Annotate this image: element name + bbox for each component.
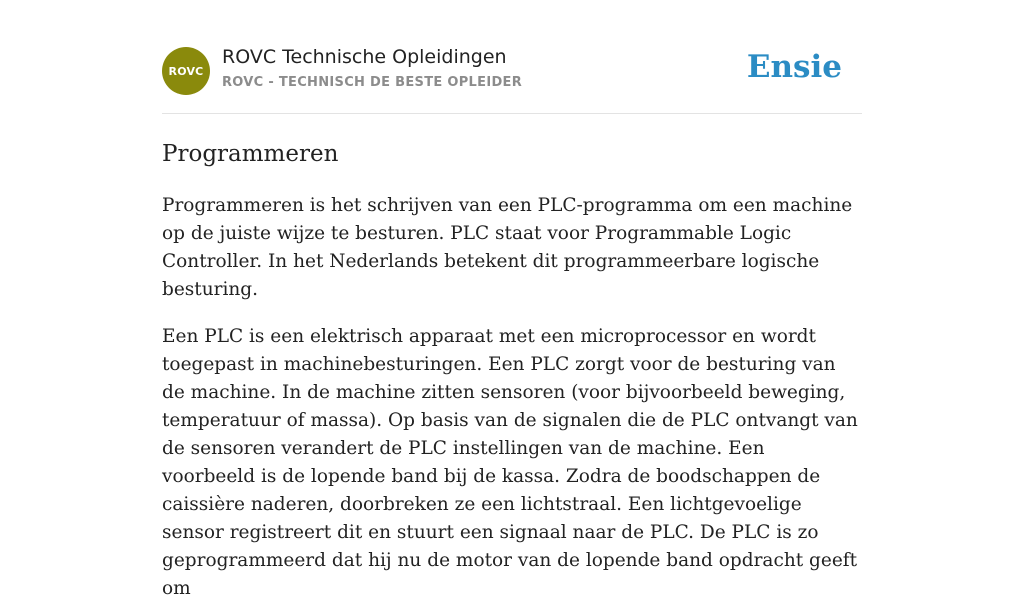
header: [162, 0, 862, 114]
paragraph: Programmeren is het schrijven van een PLC-programma om een machine op de juiste wijze te besturen. PLC staat voor Programmable Logic Controller. In het Nederlands betekent dit programmeerbare logische besturing.: [162, 195, 853, 300]
avatar-logo-text: ROVC: [168, 64, 204, 78]
article-body: [162, 192, 862, 603]
avatar[interactable]: [162, 47, 210, 95]
page-title: Programmeren: [162, 141, 339, 167]
paragraph: Een PLC is een elektrisch apparaat met een microprocessor en wordt toegepast in machinebesturingen. Een PLC zorgt voor de besturing van de machine. In de machine zitten sensoren (voor bijvoorbeeld beweging, temperatuur of massa). Op basis van de signalen die de PLC ontvangt van de sensoren verandert de PLC instellingen van de machine. Een voorbeeld is de lopende band bij de kassa. Zodra de boodschappen de caissière naderen, doorbreken ze een lichtstraal. Een lichtgevoelige sensor registreert dit en stuurt een signaal naar de PLC. De PLC is zo geprogrammeerd dat hij nu de motor van de lopende band opdracht geeft om: [162, 326, 858, 599]
brand-logo[interactable]: Ensie: [746, 49, 842, 85]
author-name[interactable]: ROVC Technische Opleidingen: [222, 46, 507, 68]
page: [162, 0, 862, 603]
author-subtitle: ROVC - TECHNISCH DE BESTE OPLEIDER: [222, 75, 523, 90]
